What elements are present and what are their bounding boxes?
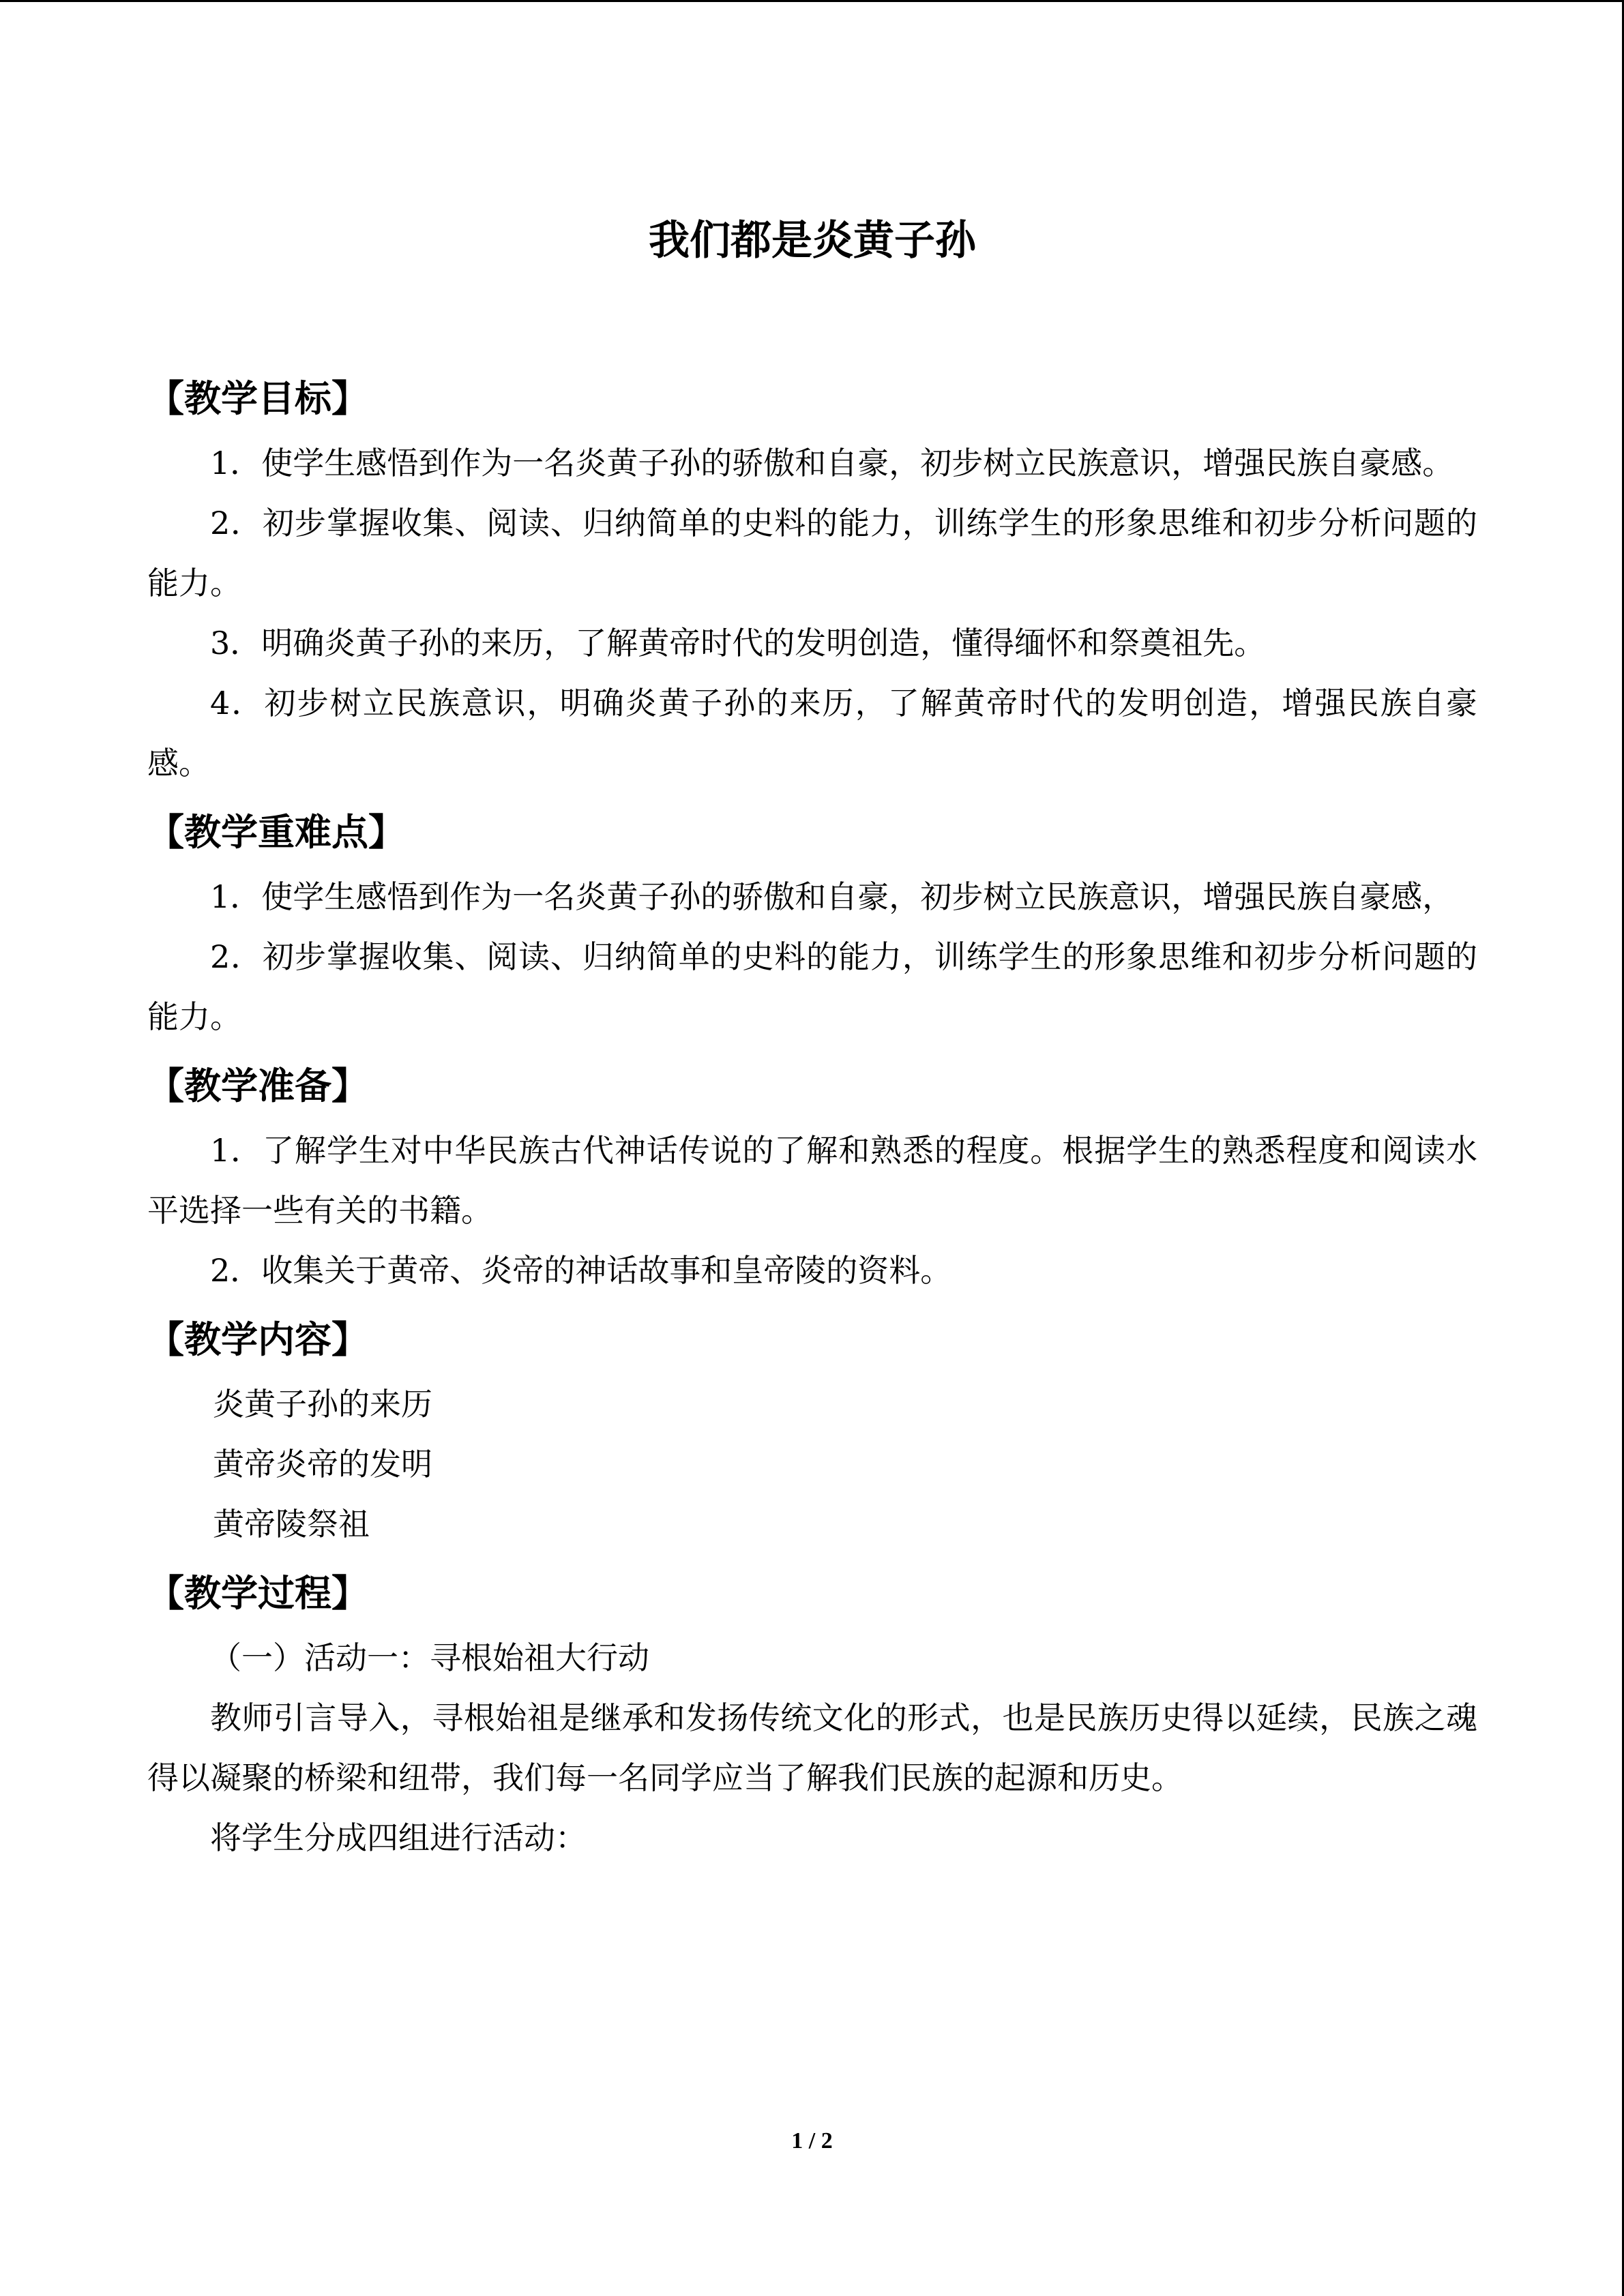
section-heading: 【教学过程】 [147, 1572, 368, 1615]
section-preparation [147, 1059, 1477, 1300]
paragraph: 3．明确炎黄子孙的来历，了解黄帝时代的发明创造，懂得缅怀和祭奠祖先。 [210, 625, 1266, 661]
document-title: 我们都是炎黄子孙 [649, 217, 976, 265]
document-body [147, 207, 1477, 1868]
paragraph: 将学生分成四组进行活动： [210, 1819, 587, 1856]
paragraph: （一）活动一：寻根始祖大行动 [210, 1639, 649, 1676]
section-heading: 【教学准备】 [147, 1064, 368, 1107]
paragraph: 2．收集关于黄帝、炎帝的神话故事和皇帝陵的资料。 [210, 1252, 952, 1289]
section-heading: 【教学目标】 [147, 377, 368, 420]
paragraph: 1．使学生感悟到作为一名炎黄子孙的骄傲和自豪，初步树立民族意识，增强民族自豪感， [210, 878, 1454, 915]
paragraph: 2．初步掌握收集、阅读、归纳简单的史料的能力，训练学生的形象思维和初步分析问题的能力。 [147, 505, 1477, 601]
section-teaching-goals [147, 372, 1477, 793]
paragraph: 2．初步掌握收集、阅读、归纳简单的史料的能力，训练学生的形象思维和初步分析问题的能力。 [147, 938, 1477, 1035]
list-item: 黄帝炎帝的发明 [213, 1446, 432, 1482]
section-process [147, 1566, 1477, 1868]
section-content [147, 1313, 1477, 1554]
section-heading: 【教学重难点】 [147, 811, 405, 854]
page-number: 1 / 2 [791, 2128, 833, 2153]
paragraph: 教师引言导入，寻根始祖是继承和发扬传统文化的形式，也是民族历史得以延续，民族之魂得以凝聚的桥梁和纽带，我们每一名同学应当了解我们民族的起源和历史。 [147, 1699, 1477, 1796]
list-item: 炎黄子孙的来历 [213, 1386, 432, 1422]
section-heading: 【教学内容】 [147, 1318, 368, 1361]
paragraph: 1．使学生感悟到作为一名炎黄子孙的骄傲和自豪，初步树立民族意识，增强民族自豪感。 [210, 445, 1454, 481]
list-item: 黄帝陵祭祖 [213, 1506, 370, 1542]
paragraph: 4．初步树立民族意识，明确炎黄子孙的来历，了解黄帝时代的发明创造，增强民族自豪感。 [147, 685, 1477, 781]
section-key-points [147, 805, 1477, 1047]
paragraph: 1．了解学生对中华民族古代神话传说的了解和熟悉的程度。根据学生的熟悉程度和阅读水平选择一些有关的书籍。 [147, 1132, 1477, 1229]
